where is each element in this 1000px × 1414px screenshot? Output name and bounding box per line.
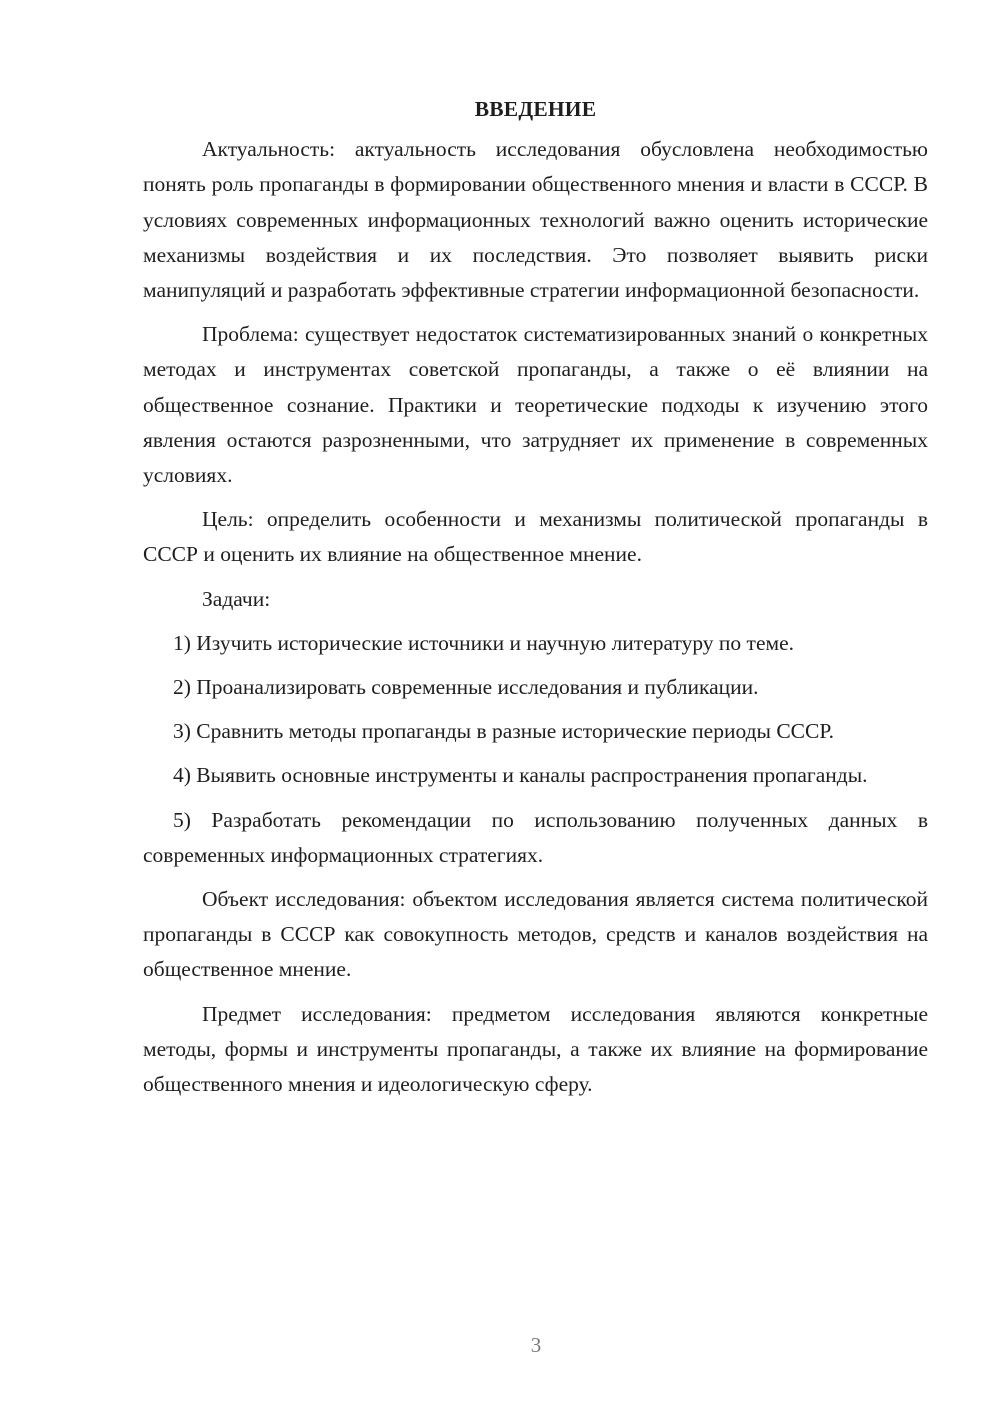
problem-paragraph: Проблема: существует недостаток систематизированных знаний о конкретных методах и инструментах советской пропаганды, а также о её влиянии на общественное сознание. Практики и теоретические подходы к изучению этого явления остаются разрозненными, что затрудняет их применение в современных условиях. bbox=[143, 322, 928, 488]
task-item: 2) Проанализировать современные исследования и публикации. bbox=[173, 675, 759, 700]
task-item: 3) Сравнить методы пропаганды в разные исторические периоды СССР. bbox=[173, 719, 834, 744]
page-number: 3 bbox=[530, 1333, 542, 1357]
subject-paragraph: Предмет исследования: предметом исследования являются конкретные методы, формы и инструменты пропаганды, а также их влияние на формирование общественного мнения и идеологическую сферу. bbox=[143, 1001, 928, 1097]
task-item: 5) Разработать рекомендации по использованию полученных данных в современных информационных стратегиях. bbox=[143, 807, 928, 867]
task-item: 1) Изучить исторические источники и научную литературу по теме. bbox=[173, 630, 795, 655]
object-paragraph: Объект исследования: объектом исследования является система политической пропаганды в СССР как совокупность методов, средств и каналов воздействия на общественное мнение. bbox=[143, 887, 928, 982]
tasks-label: Задачи: bbox=[202, 586, 271, 611]
goal-paragraph: Цель: определить особенности и механизмы политической пропаганды в СССР и оценить их влияние на общественное мнение. bbox=[143, 507, 928, 567]
relevance-paragraph: Актуальность: актуальность исследования обусловлена необходимостью понять роль пропаганды в формировании общественного мнения и власти в СССР. В условиях современных информационных технологий важно оценить исторические механизмы воздействия и их последствия. Это позволяет выявить риски манипуляций и разработать эффективные стратегии информационной безопасности. bbox=[143, 137, 928, 303]
tasks-list bbox=[143, 626, 928, 873]
task-item: 4) Выявить основные инструменты и каналы распространения пропаганды. bbox=[173, 763, 868, 788]
document-page bbox=[143, 92, 928, 1111]
section-heading: ВВЕДЕНИЕ bbox=[474, 97, 597, 121]
